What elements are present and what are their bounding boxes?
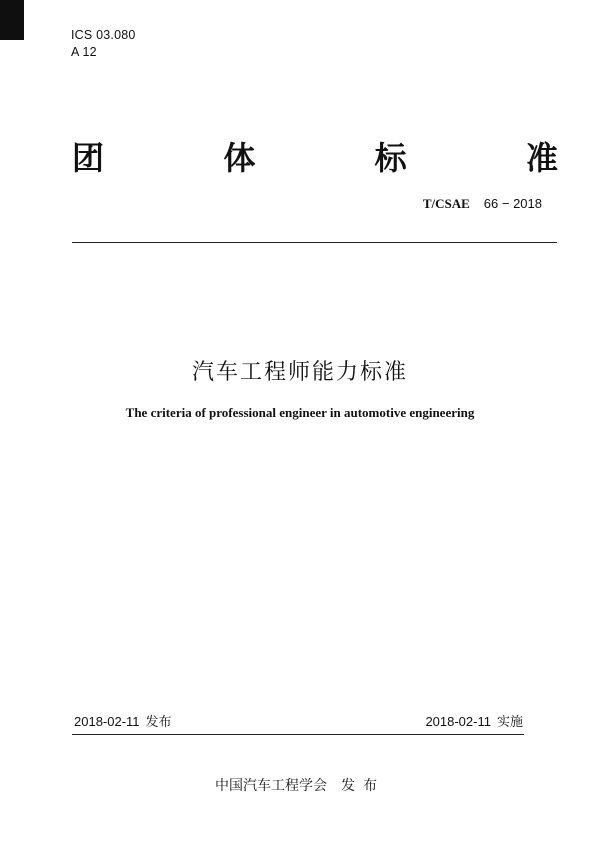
banner-char: 体 bbox=[223, 139, 256, 177]
standard-number: 66 − 2018 bbox=[483, 196, 542, 211]
issue-label: 发布 bbox=[145, 714, 172, 729]
issue-date-line bbox=[74, 714, 172, 730]
effective-date-line bbox=[425, 714, 523, 730]
document-title-en: The criteria of professional engineer in automotive engineering bbox=[125, 405, 475, 420]
effective-date: 2018-02-11 bbox=[425, 714, 491, 729]
publisher-verb: 发布 bbox=[341, 778, 385, 794]
document-title-cn: 汽车工程师能力标准 bbox=[191, 359, 408, 384]
banner-char: 准 bbox=[525, 139, 558, 177]
ics-code: ICS 03.080 bbox=[71, 28, 136, 42]
standard-org: T/CSAE bbox=[422, 196, 470, 211]
banner-char: 标 bbox=[374, 139, 407, 177]
effective-label: 实施 bbox=[496, 714, 523, 729]
banner-char: 团 bbox=[72, 139, 105, 177]
publisher-line bbox=[0, 777, 600, 795]
header-divider bbox=[72, 242, 557, 243]
classification-code: A 12 bbox=[71, 45, 97, 59]
standard-type-banner bbox=[72, 138, 558, 178]
footer-divider bbox=[72, 734, 524, 735]
corner-registration-mark bbox=[0, 0, 24, 40]
standard-code bbox=[423, 196, 542, 212]
issue-date: 2018-02-11 bbox=[74, 714, 140, 729]
publisher-name: 中国汽车工程学会 bbox=[215, 778, 327, 794]
